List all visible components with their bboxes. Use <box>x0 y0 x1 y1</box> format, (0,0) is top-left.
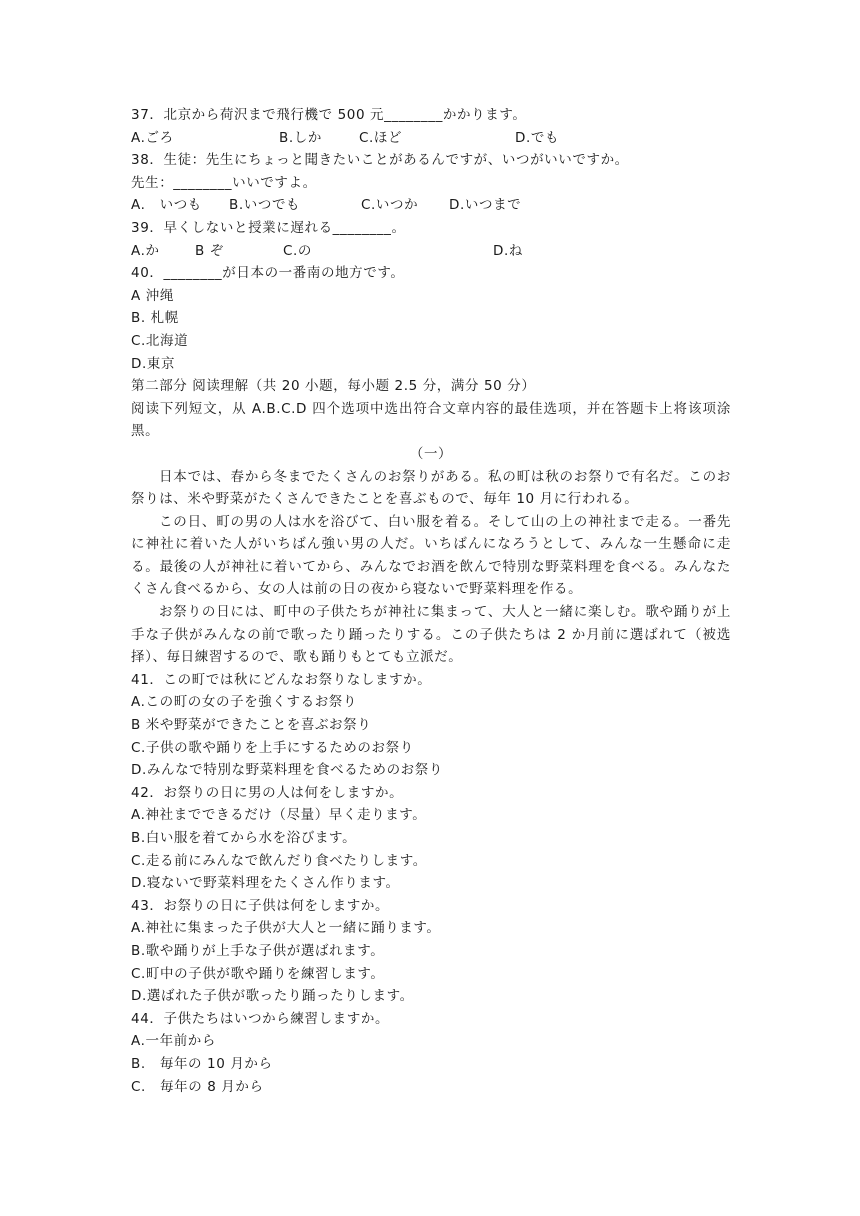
question-38-options <box>131 194 731 217</box>
question-44-option-a: A.一年前から <box>131 1033 216 1050</box>
option-c: C.いつか <box>361 197 419 214</box>
question-40-stem: 40．________が日本の一番南の地方です。 <box>131 265 405 282</box>
passage-label: （一） <box>409 445 453 462</box>
question-44-option-b: B. 毎年の 10 月から <box>131 1055 273 1072</box>
question-41-option-c: C.子供の歌や踊りを上手にするためのお祭り <box>131 739 414 756</box>
question-43-option-a: A.神社に集まった子供が大人と一緒に踊ります。 <box>131 920 441 937</box>
question-41-option-d: D.みんなで特別な野菜料理を食べるためのお祭り <box>131 762 443 779</box>
question-40-option-a: A 沖绳 <box>131 287 174 304</box>
option-d: D.ね <box>493 242 523 259</box>
option-a: A.ごろ <box>131 129 174 146</box>
question-41-option-a: A.この町の女の子を強くするお祭り <box>131 694 357 711</box>
option-d: D.でも <box>515 129 560 146</box>
option-c: C.の <box>283 242 313 259</box>
question-43-option-d: D.選ばれた子供が歌ったり踊ったりします。 <box>131 988 414 1005</box>
question-38-stem: 38．生徒：先生にちょっと聞きたいことがあるんですが、いつがいいですか。 <box>131 152 629 169</box>
question-39-stem: 39．早くしないと授業に遅れる________。 <box>131 219 406 236</box>
question-42-option-c: C.走る前にみんなで飲んだり食べたりします。 <box>131 852 427 869</box>
question-41-stem: 41．この町では秋にどんなお祭りなしますか。 <box>131 671 432 688</box>
question-43-option-c: C.町中の子供が歌や踊りを練習します。 <box>131 965 385 982</box>
option-b: B.いつでも <box>229 197 301 214</box>
option-b: B ぞ <box>195 242 224 259</box>
option-c: C.ほど <box>359 129 403 146</box>
question-44-stem: 44．子供たちはいつから練習しますか。 <box>131 1010 390 1027</box>
question-42-option-b: B.白い服を着てから水を浴びます。 <box>131 830 357 846</box>
question-37-options <box>131 127 731 150</box>
question-42-stem: 42．お祭りの日に男の人は何をしますか。 <box>131 784 404 801</box>
option-a: A.か <box>131 242 160 259</box>
option-b: B.しか <box>279 129 322 146</box>
passage-paragraph-3: お祭りの日には、町中の子供たちが神社に集まって、大人と一緒に楽しむ。歌や踊りが上手な子供がみんなの前で歌ったり踊ったりする。この子供たちは 2 か月前に選ばれて（被选择）、毎日練習するので、歌も踊りもとても立派だ。 <box>131 604 731 666</box>
option-a: A. いつも <box>131 197 202 214</box>
question-39-options <box>131 240 731 263</box>
question-43-option-b: B.歌や踊りが上手な子供が選ばれます。 <box>131 942 385 959</box>
question-42-option-a: A.神社までできるだけ（尽量）早く走ります。 <box>131 807 427 824</box>
question-37-stem: 37．北京から荷沢まで飛行機で 500 元________かかります。 <box>131 107 527 123</box>
question-41-option-b: B 米や野菜ができたことを喜ぶお祭り <box>131 717 372 734</box>
section-instruction: 阅读下列短文，从 A.B.C.D 四个选项中选出符合文章内容的最佳选项，并在答题卡上将该项涂黑。 <box>131 400 731 440</box>
question-43-stem: 43．お祭りの日に子供は何をしますか。 <box>131 897 390 914</box>
passage-paragraph-2: この日、町の男の人は水を浴びて、白い服を着る。そして山の上の神社まで走る。一番先に神社に着いた人がいちばん強い男の人だ。いちばんになろうとして、みんな一生懸命に走る。最後の人が神社に着いてから、みんなでお酒を飲んで特別な野菜料理を食べる。みんなたくさん食べるから、女の人は前の日の夜から寝ないで野菜料理を作る。 <box>131 513 731 598</box>
question-44-option-c: C. 毎年の 8 月から <box>131 1078 264 1095</box>
question-42-option-d: D.寝ないで野菜料理をたくさん作ります。 <box>131 875 400 892</box>
section-title: 第二部分 阅读理解（共 20 小题，每小题 2.5 分，满分 50 分） <box>131 378 536 395</box>
question-40-option-c: C.北海道 <box>131 332 189 349</box>
option-d: D.いつまで <box>449 197 522 214</box>
exam-page <box>131 104 731 1098</box>
question-40-option-d: D.東京 <box>131 355 176 372</box>
passage-paragraph-1: 日本では、春から冬までたくさんのお祭りがある。私の町は秋のお祭りで有名だ。このお祭りは、米や野菜がたくさんできたことを喜ぶもので、毎年 10 月に行われる。 <box>131 468 731 508</box>
question-38-stem-2: 先生：________いいですよ。 <box>131 174 317 191</box>
question-40-option-b: B. 札幌 <box>131 310 179 327</box>
